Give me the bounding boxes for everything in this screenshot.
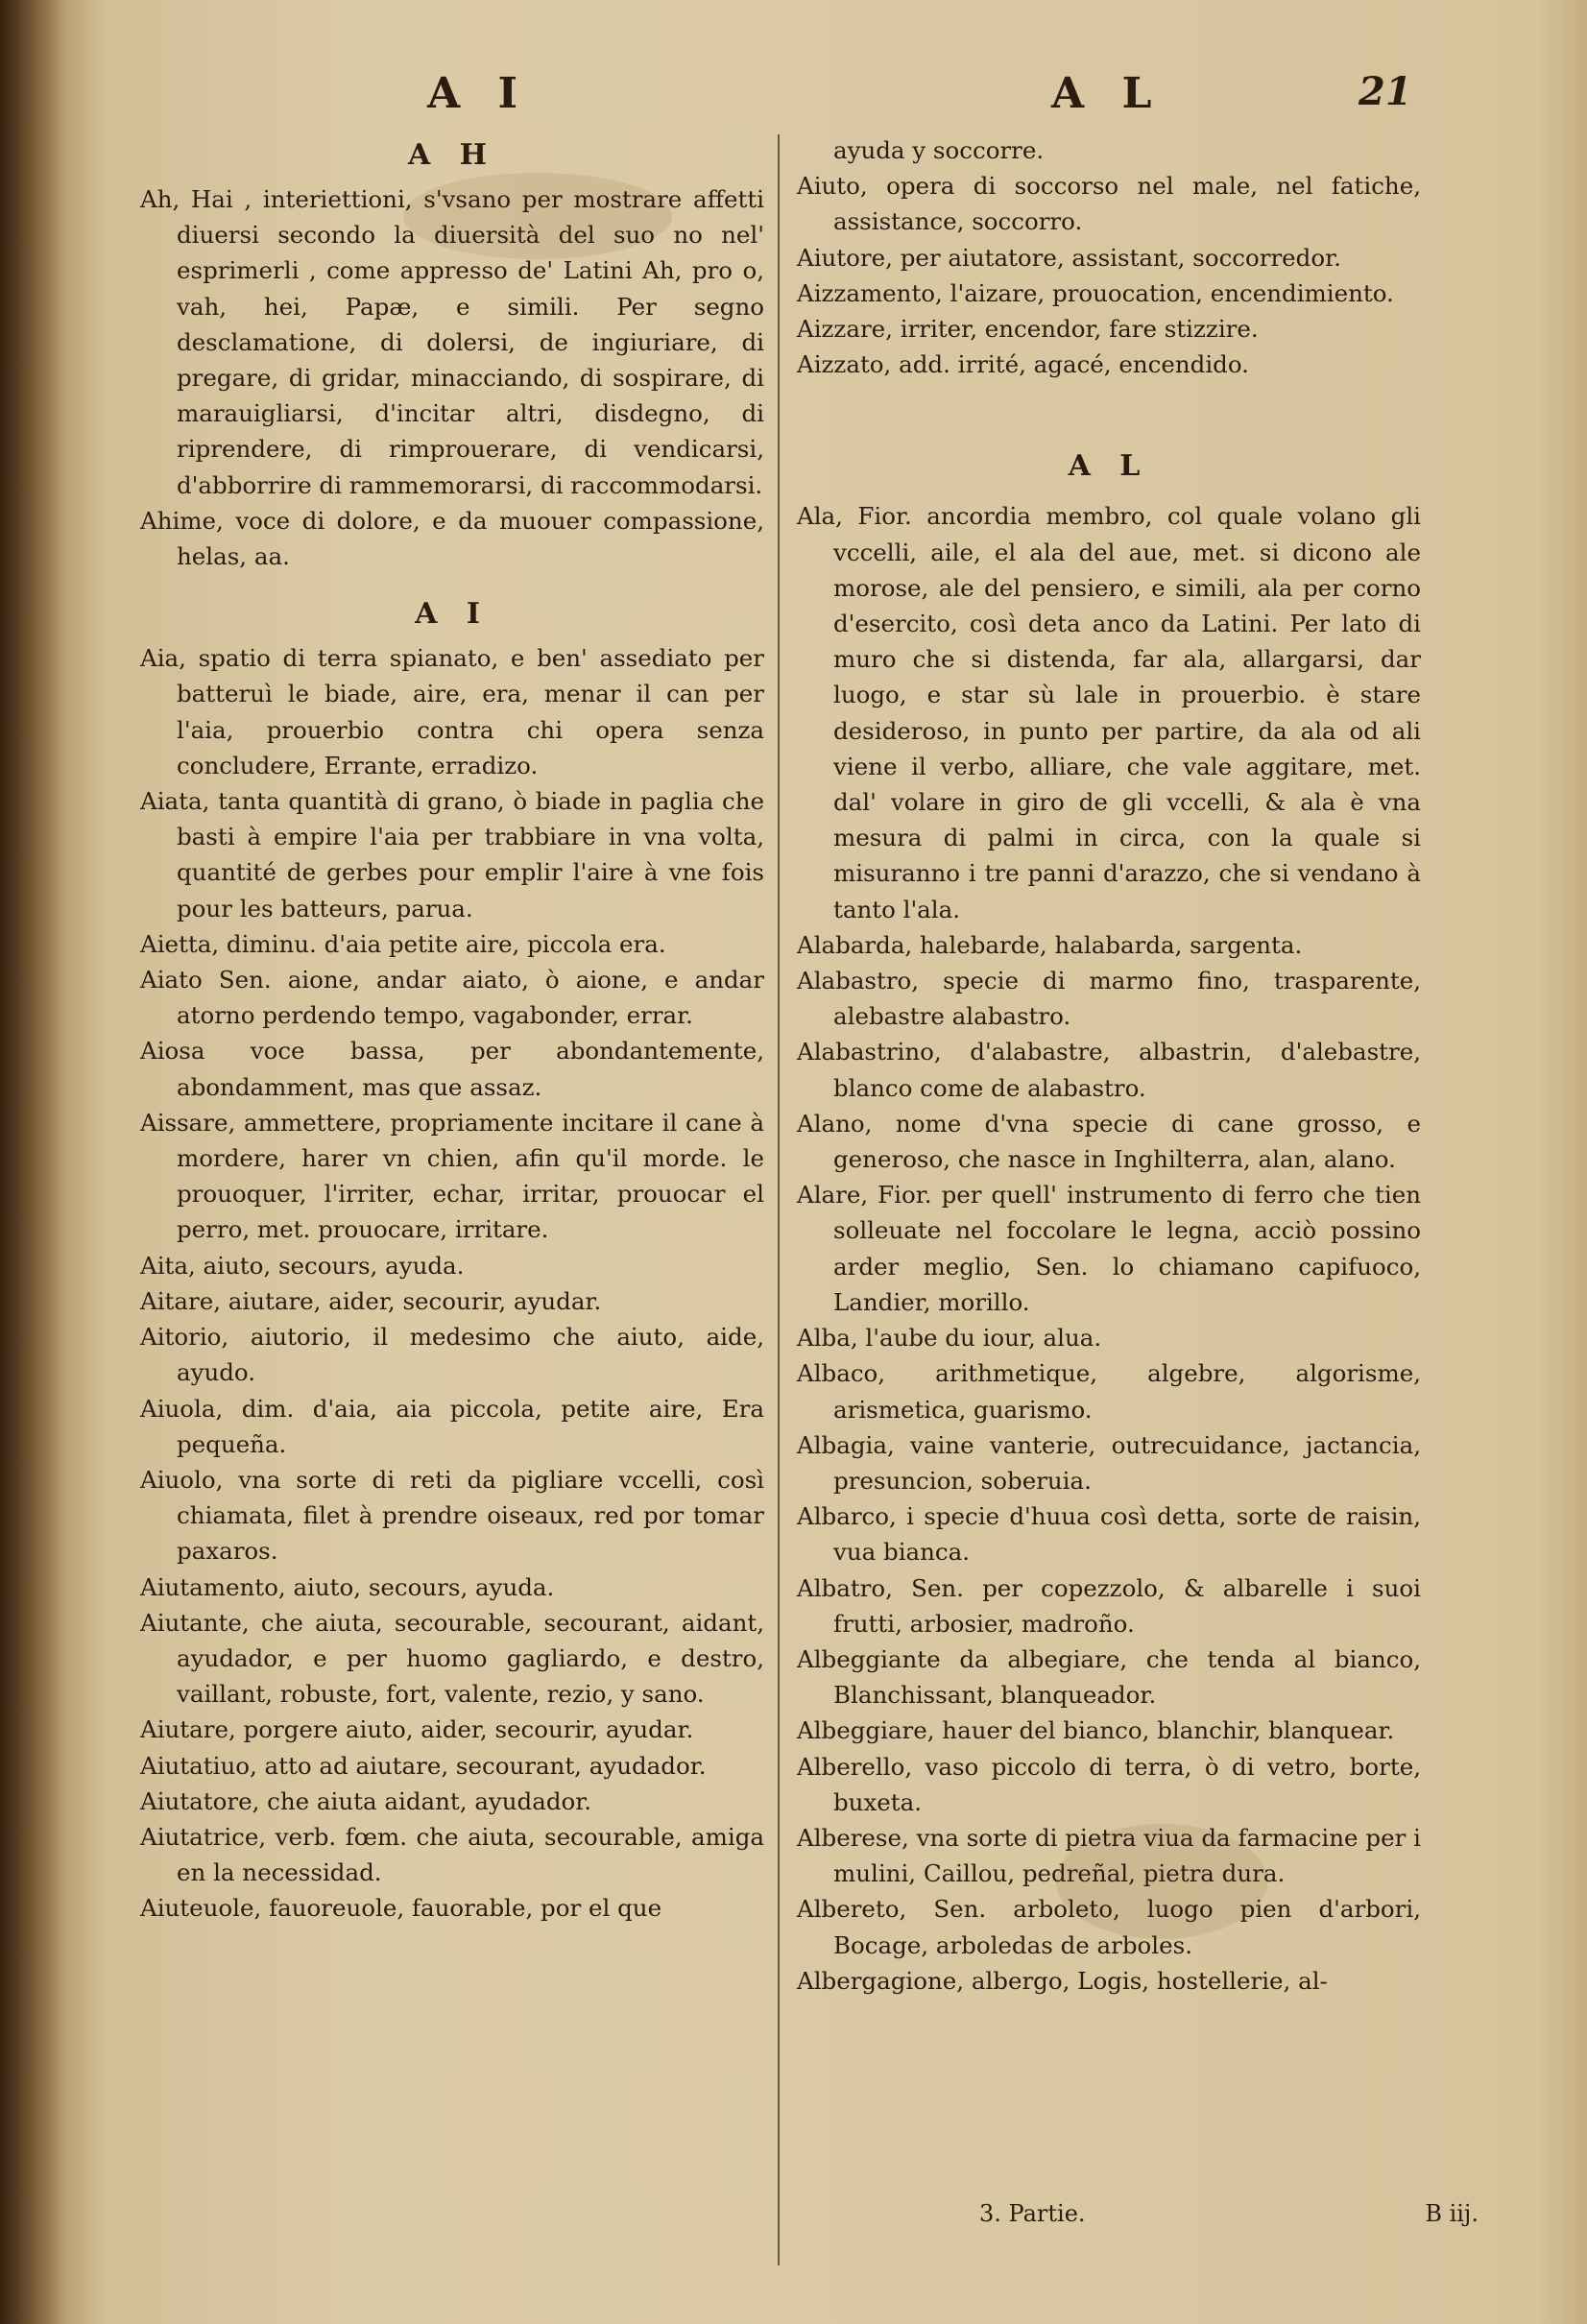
dictionary-entry: Aiutore, per aiutatore, assistant, soccorredor. (797, 243, 1341, 272)
dictionary-entry: Alano, nome d'vna specie di cane grosso, e generoso, che nasce in Inghilterra, alan, alano. (797, 1109, 1421, 1174)
dictionary-entry: Ahime, voce di dolore, e da muouer compassione, helas, aa. (140, 506, 764, 571)
signature-line (979, 2200, 1479, 2227)
column-rule (778, 134, 780, 2265)
dictionary-entry: Aiutatiuo, atto ad aiutare, secourant, ayudador. (140, 1751, 707, 1780)
section-head-al: A L (1068, 449, 1150, 484)
right-column (797, 132, 1421, 1999)
dictionary-entry: Aiato Sen. aione, andar aiato, ò aione, e andar atorno perdendo tempo, vagabonder, errar. (140, 966, 764, 1030)
dictionary-entry: Albarco, i specie d'huua così detta, sorte de raisin, vua bianca. (797, 1502, 1421, 1567)
section-head-ah: A H (407, 138, 497, 172)
dictionary-entry: Aitare, aiutare, aider, secourir, ayudar. (140, 1286, 602, 1315)
dictionary-entry: Albeggiante da albegiare, che tenda al bianco, Blanchissant, blanqueador. (797, 1644, 1421, 1710)
dictionary-entry: Aizzato, add. irrité, agacé, encendido. (797, 350, 1249, 379)
dictionary-entry: Aizzare, irriter, encendor, fare stizzire. (797, 315, 1259, 344)
dictionary-entry: Alabarda, halebarde, halabarda, sargenta. (797, 930, 1303, 959)
dictionary-entry: Aiuteuole, fauoreuole, fauorable, por el que (140, 1894, 662, 1923)
dictionary-entry: Aietta, diminu. d'aia petite aire, piccola era. (140, 929, 666, 958)
running-head-right: A L (1051, 69, 1164, 118)
dictionary-entry: Ala, Fior. ancordia membro, col quale volano gli vccelli, aile, el ala del aue, met. si dicono ale morose, ale del pensiero, e simili, ala per corno d'esercito, così deta anco da Latini. Per lato di muro che si distenda, far ala, allargarsi, dar luogo, e star sù lale in prouerbio. è stare desideroso, in punto per partire, da ala od ali viene il verbo, alliare, che vale aggitare, met. dal' volare in giro de gli vccelli, & ala è vna mesura di palmi in circa, con la quale si misuranno i tre panni d'arazzo, che si vendano à tanto l'ala. (797, 502, 1421, 923)
dictionary-entry: Albergagione, albergo, Logis, hostellerie, al- (797, 1966, 1328, 1995)
dictionary-entry: Albaco, arithmetique, algebre, algorisme, arismetica, guarismo. (797, 1359, 1421, 1424)
dictionary-entry: Alberello, vaso piccolo di terra, ò di vetro, borte, buxeta. (797, 1752, 1421, 1816)
book-gutter (0, 0, 67, 2324)
dictionary-entry: Aiuto, opera di soccorso nel male, nel fatiche, assistance, soccorro. (797, 172, 1421, 236)
running-head-left: A I (427, 69, 530, 118)
dictionary-entry: Aiutare, porgere aiuto, aider, secourir, ayudar. (140, 1715, 694, 1744)
dictionary-entry: Aiata, tanta quantità di grano, ò biade in paglia che basti à empire l'aia per trabbiare in vna volta, quantité de gerbes pour emplir l'aire à vne fois pour les batteurs, parua. (140, 787, 764, 922)
part-label: 3. Partie. (979, 2200, 1086, 2227)
dictionary-entry: Albagia, vaine vanterie, outrecuidance, jactancia, presuncion, soberuia. (797, 1430, 1421, 1495)
dictionary-entry: Aitorio, aiutorio, il medesimo che aiuto, aide, ayudo. (140, 1323, 764, 1387)
dictionary-entry: Aiutante, che aiuta, secourable, secourant, aidant, ayudador, e per huomo gagliardo, e destro, vaillant, robuste, fort, valente, rezio, y sano. (140, 1608, 764, 1709)
dictionary-entry: Albatro, Sen. per copezzolo, & albarelle i suoi frutti, arbosier, madroño. (797, 1573, 1421, 1638)
dictionary-entry: Aiutamento, aiuto, secours, ayuda. (140, 1572, 555, 1601)
dictionary-entry: Alabastrino, d'alabastre, albastrin, d'alebastre, blanco come de alabastro. (797, 1038, 1421, 1102)
dictionary-entry: Aizzamento, l'aizare, prouocation, encendimiento. (797, 278, 1394, 307)
dictionary-entry: Aiuola, dim. d'aia, aia piccola, petite aire, Era pequeña. (140, 1394, 764, 1458)
dictionary-entry: Aiutatore, che aiuta aidant, ayudador. (140, 1786, 592, 1815)
dictionary-entry: Aiuolo, vna sorte di reti da pigliare vccelli, così chiamata, filet à prendre oiseaux, red por tomar paxaros. (140, 1465, 764, 1566)
dictionary-entry: Aita, aiuto, secours, ayuda. (140, 1251, 465, 1280)
signature-mark: B iij. (1425, 2200, 1479, 2227)
dictionary-page (134, 58, 1527, 2285)
left-column (140, 132, 764, 1927)
dictionary-entry: Aissare, ammettere, propriamente incitare il cane à mordere, harer vn chien, afin qu'il morde. le prouoquer, l'irriter, echar, irritar, prouocar el perro, met. prouocare, irritare. (140, 1108, 764, 1244)
dictionary-entry: Aia, spatio di terra spianato, e ben' assediato per batteruì le biade, aire, era, menar il can per l'aia, prouerbio contra chi opera senza concludere, Errante, erradizo. (140, 644, 764, 779)
dictionary-entry-continued: ayuda y soccorre. (833, 136, 1045, 164)
page-number: 21 (1359, 69, 1412, 114)
dictionary-entry: Alba, l'aube du iour, alua. (797, 1324, 1102, 1353)
dictionary-entry: Albeggiare, hauer del bianco, blanchir, blanquear. (797, 1716, 1395, 1745)
dictionary-entry: Ah, Hai , interiettioni, s'vsano per mostrare affetti diuersi secondo la diuersità del suo no nel' esprimerli , come appresso de' Latini Ah, pro o, vah, hei, Papæ, e simili. Per segno desclamatione, di dolersi, de ingiuriare, di pregare, di gridar, minacciando, di sospirare, di marauigliarsi, d'incitar altri, disdegno, di riprendere, di rimprouerare, di vendicarsi, d'abborrire di rammemorarsi, di raccommodarsi. (140, 185, 764, 499)
dictionary-entry: Albereto, Sen. arboleto, luogo pien d'arbori, Bocage, arboledas de arboles. (797, 1895, 1421, 1959)
dictionary-entry: Alabastro, specie di marmo fino, trasparente, alebastre alabastro. (797, 967, 1421, 1031)
dictionary-entry: Aiutatrice, verb. fœm. che aiuta, secourable, amiga en la necessidad. (140, 1822, 764, 1887)
dictionary-entry: Alberese, vna sorte di pietra viua da farmacine per i mulini, Caillou, pedreñal, pietra dura. (797, 1823, 1421, 1888)
dictionary-entry: Alare, Fior. per quell' instrumento di ferro che tien solleuate nel foccolare le legna, acciò possino arder meglio, Sen. lo chiamano capifuoco, Landier, morillo. (797, 1181, 1421, 1316)
section-head-ai: A I (415, 597, 490, 632)
dictionary-entry: Aiosa voce bassa, per abondantemente, abondamment, mas que assaz. (140, 1037, 764, 1101)
